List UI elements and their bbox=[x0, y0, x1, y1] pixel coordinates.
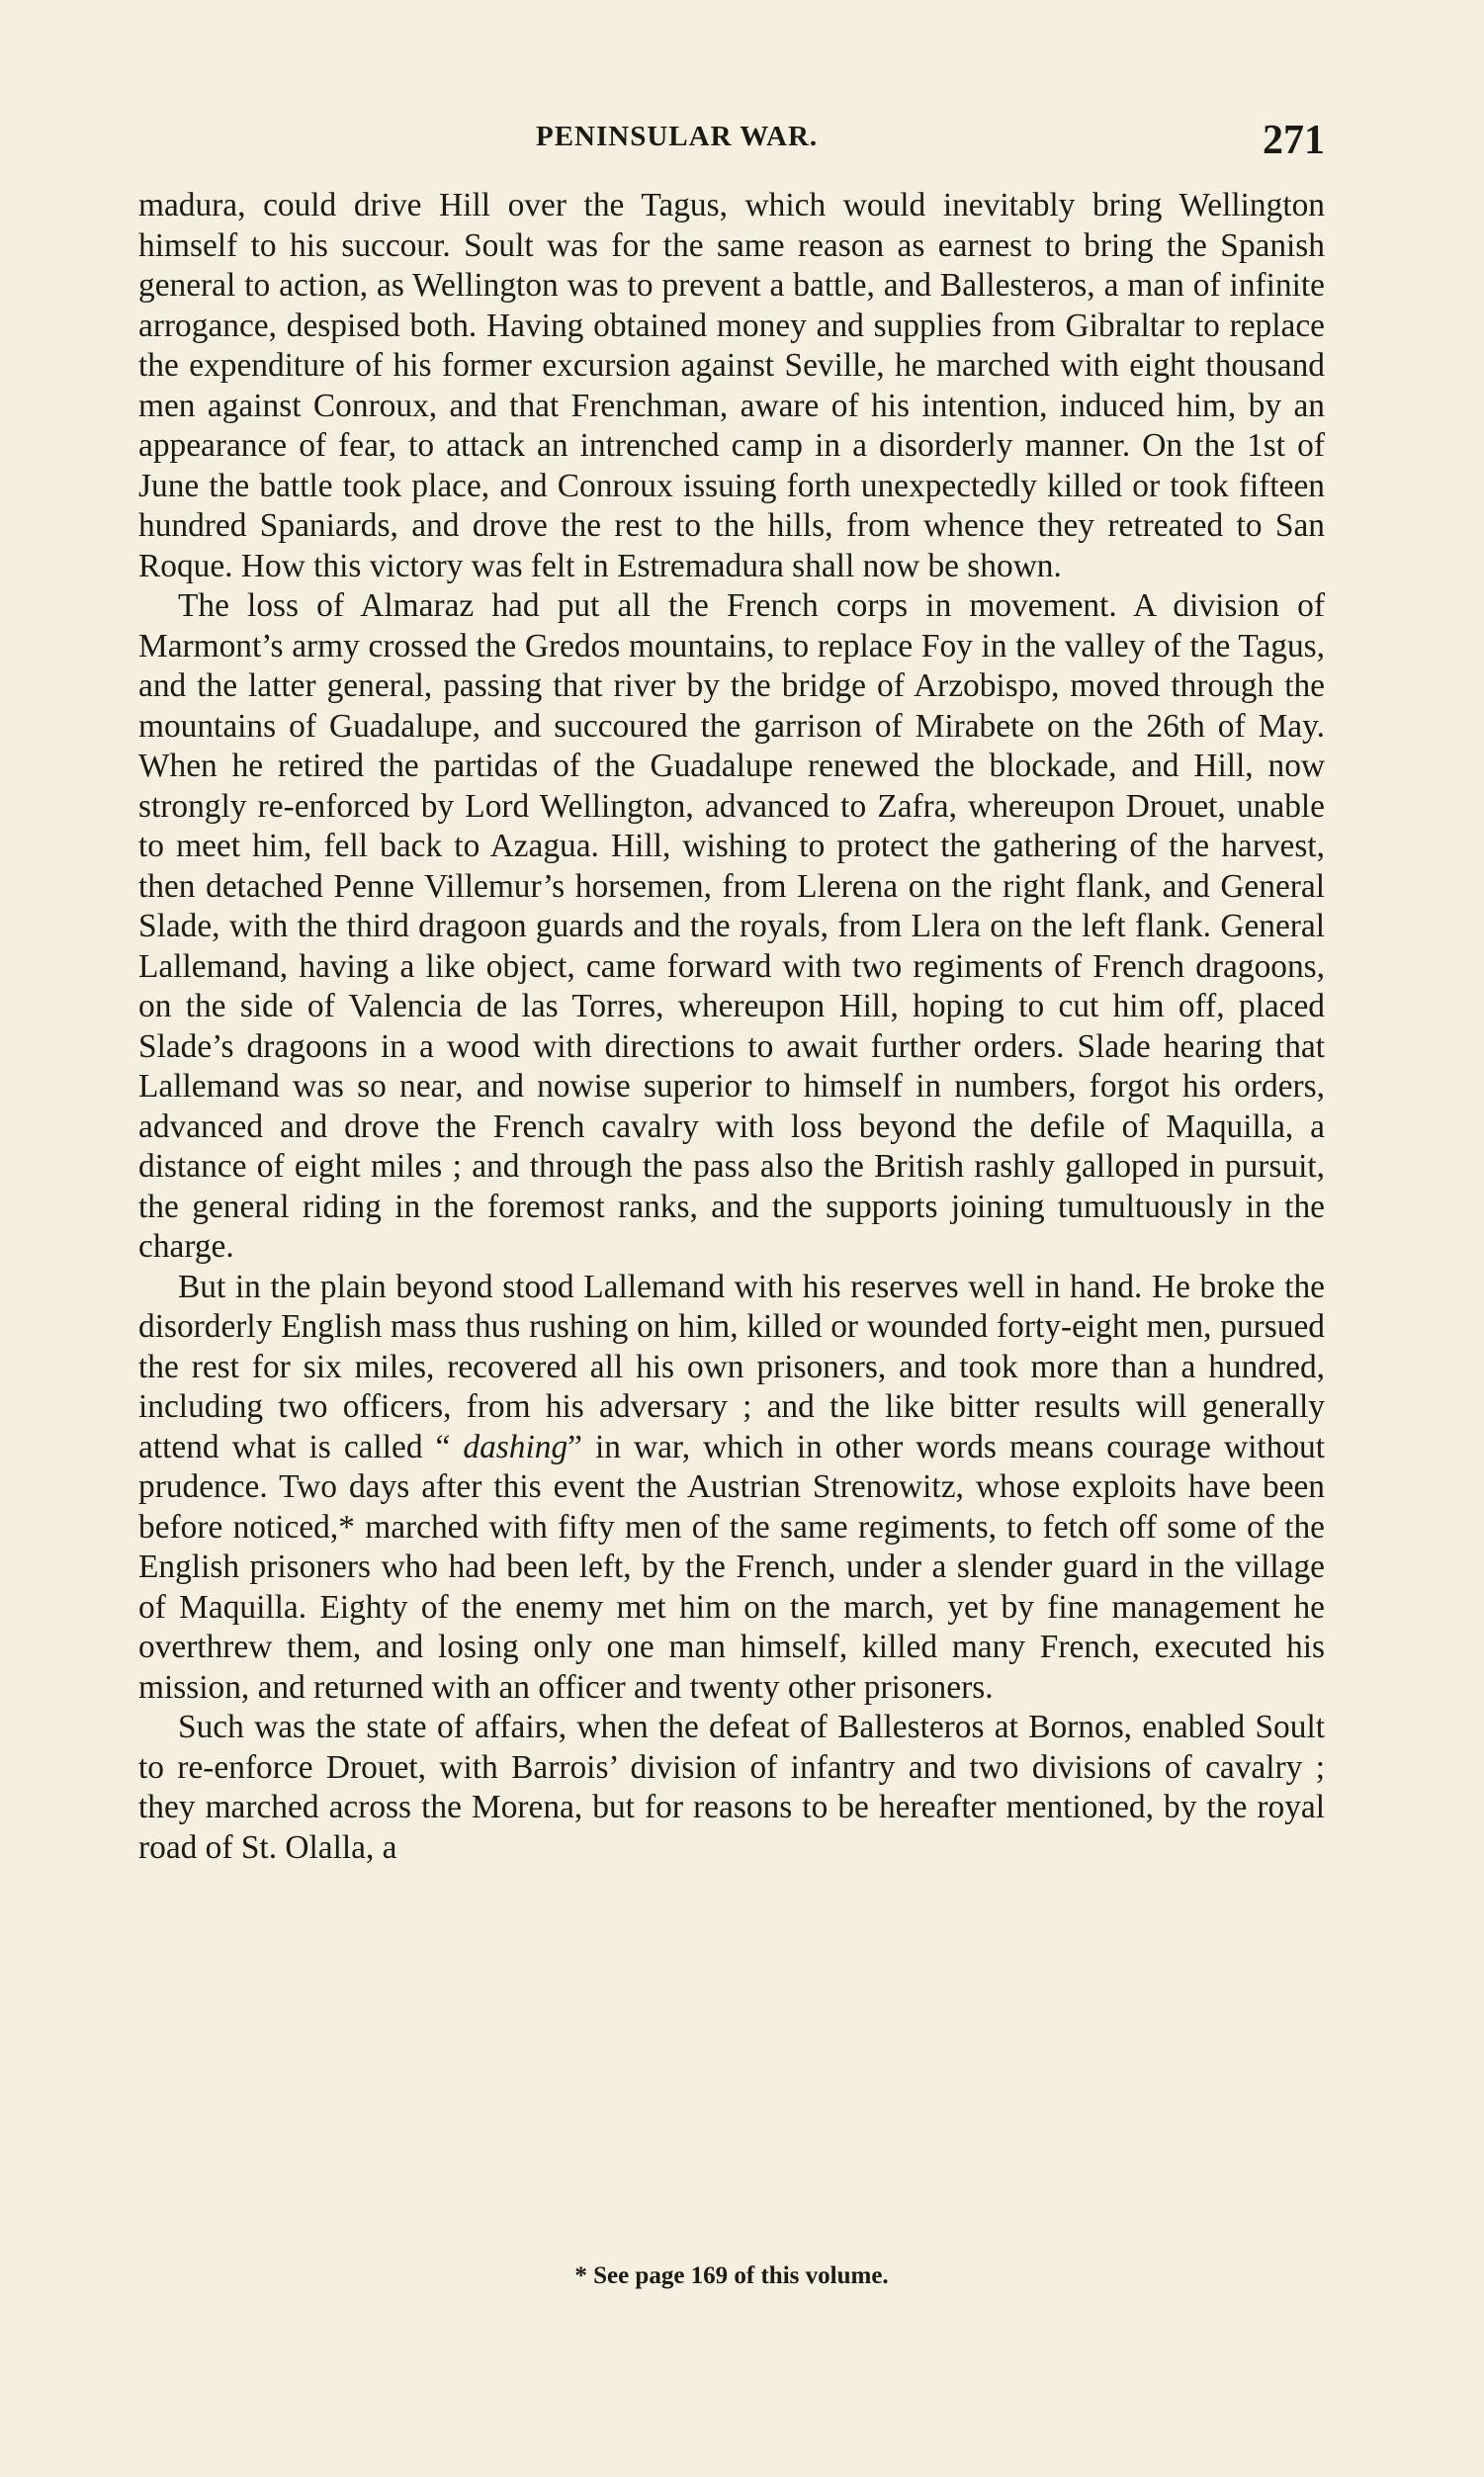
paragraph-3-text-b: ” in war, which in other words means courage without prudence. Two days after this event the Austrian Strenowitz, whose exploits have been before noticed,* marched with fifty men of the same regiments, to fetch off some of the English prisoners who had been left, by the French, under a slender guard in the village of Maquilla. Eighty of the enemy met him on the march, yet by fine management he overthrew them, and losing only one man himself, killed many French, executed his mission, and returned with an officer and twenty other prisoners. bbox=[138, 1428, 1325, 1706]
paragraph-2-text: The loss of Almaraz had put all the French corps in movement. A division of Marmont’s army crossed the Gredos mountains, to replace Foy in the valley of the Tagus, and the latter general, passing that river by the bridge of Arzobispo, moved through the mountains of Guadalupe, and succoured the garrison of Mirabete on the 26th of May. When he retired the partidas of the Guadalupe renewed the blockade, and Hill, now strongly re-enforced by Lord Wellington, advanced to Zafra, whereupon Drouet, unable to meet him, fell back to Azagua. Hill, wishing to protect the gathering of the harvest, then detached Penne Villemur’s horsemen, from Llerena on the right flank, and General Slade, with the third dragoon guards and the royals, from Llera on the left flank. General Lallemand, having a like object, came forward with two regiments of French dragoons, on the side of Valencia de las Torres, whereupon Hill, hoping to cut him off, placed Slade’s dragoons in a wood with directions to await further orders. Slade hearing that Lallemand was so near, and nowise superior to himself in numbers, forgot his orders, advanced and drove the French cavalry with loss beyond the defile of Maquilla, a distance of eight miles ; and through the pass also the British rashly galloped in pursuit, the general riding in the foremost ranks, and the supports joining tumultuously in the charge. bbox=[138, 587, 1325, 1265]
paragraph-1 bbox=[138, 186, 1325, 586]
page-number: 271 bbox=[1263, 118, 1325, 163]
footnote: * See page 169 of this volume. bbox=[574, 2262, 889, 2289]
paragraph-4-text: Such was the state of affairs, when the defeat of Ballesteros at Bornos, enabled Soult to re-enforce Drouet, with Barrois’ division of infantry and two divisions of cavalry ; they marched across the Morena, but for reasons to be hereafter mentioned, by the royal road of St. Olalla, a bbox=[138, 1709, 1325, 1866]
paragraph-1-text: madura, could drive Hill over the Tagus, which would inevitably bring Wellington himself to his succour. Soult was for the same reason as earnest to bring the Spanish general to action, as Wellington was to prevent a battle, and Ballesteros, a man of infinite arrogance, despised both. Having obtained money and supplies from Gibraltar to replace the expenditure of his former excursion against Seville, he marched with eight thousand men against Conroux, and that Frenchman, aware of his intention, induced him, by an appearance of fear, to attack an intrenched camp in a disorderly manner. On the 1st of June the battle took place, and Conroux issuing forth unexpectedly killed or took fifteen hundred Spaniards, and drove the rest to the hills, from whence they retreated to San Roque. How this victory was felt in Estremadura shall now be shown. bbox=[138, 187, 1325, 584]
paragraph-2 bbox=[138, 586, 1325, 1268]
paragraph-4 bbox=[138, 1708, 1325, 1868]
running-head bbox=[138, 117, 1325, 172]
italic-dashing: dashing bbox=[463, 1428, 568, 1465]
paragraph-3 bbox=[138, 1268, 1325, 1709]
body-text bbox=[138, 186, 1325, 1868]
paragraph-3-text-a: But in the plain beyond stood Lallemand with his reserves well in hand. He broke the disorderly English mass thus rushing on him, killed or wounded forty-eight men, pursued the rest for six miles, recovered all his own prisoners, and took more than a hundred, including two officers, from his adversary ; and the like bitter results will generally attend what is called “ bbox=[138, 1268, 1325, 1465]
running-title: PENINSULAR WAR. bbox=[536, 121, 819, 152]
